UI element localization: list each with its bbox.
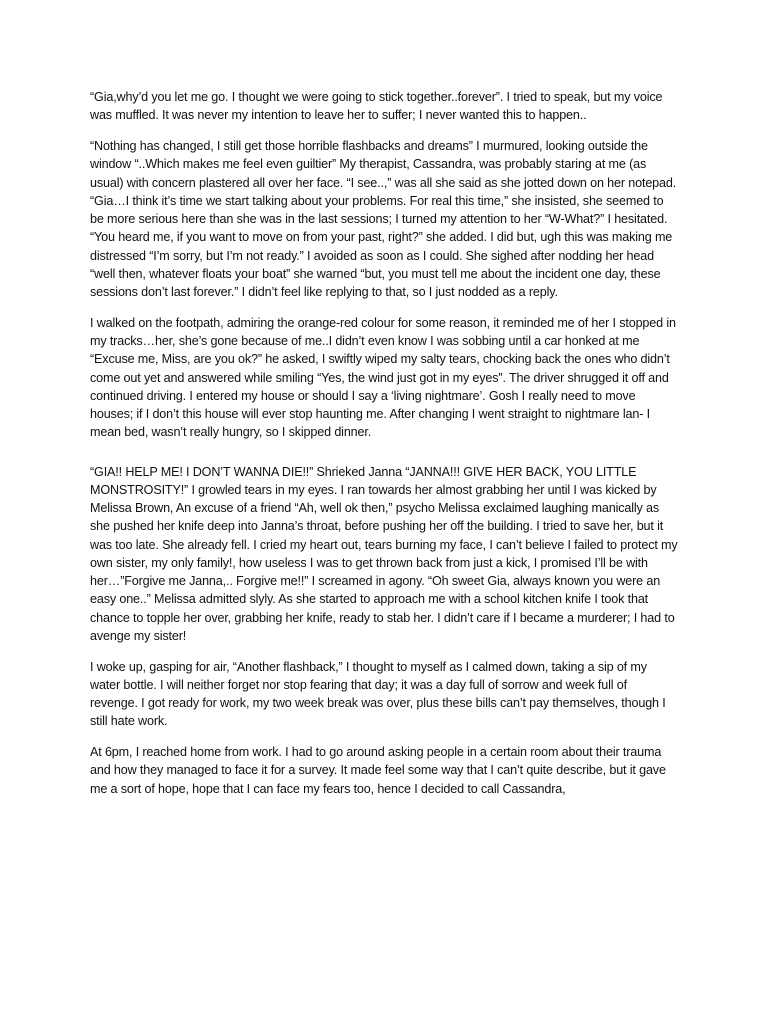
paragraph-6: At 6pm, I reached home from work. I had to go around asking people in a certain room about their trauma and how they managed to face it for a survey. It made feel some way that I can’t quite describe, but it gave me a sort of hope, hope that I can face my fears too, hence I decided to call Cassandra, xyxy=(90,745,666,796)
paragraph-4: “GIA!! HELP ME! I DON’T WANNA DIE!!” Shrieked Janna “JANNA!!! GIVE HER BACK, YOU LITTLE MONSTROSITY!” I growled tears in my eyes. I ran towards her almost grabbing her until I was kicked by Melissa Brown, An excuse of a friend “Ah, well ok then,” psycho Melissa exclaimed laughing manically as she pushed her knife deep into Janna’s throat, before pushing her off the building. I tried to save her, but it was too late. She already fell. I cried my heart out, tears burning my face, I can’t believe I failed to protect my own sister, my only family!, how useless I was to get thrown back from just a kick, I promised I’ll be with her…”Forgive me Janna,.. Forgive me!!” I screamed in agony. “Oh sweet Gia, always known you were an easy one..” Melissa admitted slyly. As she started to approach me with a school kitchen knife I took that chance to topple her over, grabbing her knife, ready to stab her. I didn’t care if I became a murderer; I had to avenge my sister! xyxy=(90,464,678,643)
document-body xyxy=(90,88,678,798)
paragraph-5: I woke up, gasping for air, “Another flashback,” I thought to myself as I calmed down, taking a sip of my water bottle. I will neither forget nor stop fearing that day; it was a day full of sorrow and week full of revenge. I got ready for work, my two week break was over, plus these bills can’t pay themselves, though I still hate work. xyxy=(90,659,666,729)
paragraph-2: “Nothing has changed, I still get those horrible flashbacks and dreams” I murmured, looking outside the window “..Which makes me feel even guiltier” My therapist, Cassandra, was probably staring at me (as usual) with concern plastered all over her face. “I see..,” was all she said as she jotted down on her notepad. “Gia…I think it’s time we start talking about your problems. For real this time,” she insisted, she seemed to be more serious here than she was in the last sessions; I turned my attention to her “W-What?” I hesitated. “You heard me, if you want to move on from your past, right?” she added. I did but, ugh this was making me distressed “I’m sorry, but I’m not ready.” I avoided as soon as I could. She sighed after nodding her head “well then, whatever floats your boat” she warned “but, you must tell me about the incident one day, these sessions don’t last forever.” I didn’t feel like replying to that, so I just nodded as a reply. xyxy=(90,139,677,299)
paragraph-1: “Gia,why’d you let me go. I thought we were going to stick together..forever”. I tried to speak, but my voice was muffled. It was never my intention to leave her to suffer; I never wanted this to happen.. xyxy=(90,90,663,123)
paragraph-3: I walked on the footpath, admiring the orange-red colour for some reason, it reminded me of her I stopped in my tracks…her, she’s gone because of me..I didn’t even know I was sobbing until a car honked at me “Excuse me, Miss, are you ok?” he asked, I swiftly wiped my salty tears, chocking back the ones who didn’t come out yet and answered while smiling “Yes, the wind just got in my eyes”. The driver shrugged it off and continued driving. I entered my house or should I say a ‘living nightmare’. Gosh I really need to move houses; if I don’t this house will ever stop haunting me. After changing I went straight to nightmare lan- I mean bed, wasn’t really hungry, so I skipped dinner. xyxy=(90,315,676,440)
